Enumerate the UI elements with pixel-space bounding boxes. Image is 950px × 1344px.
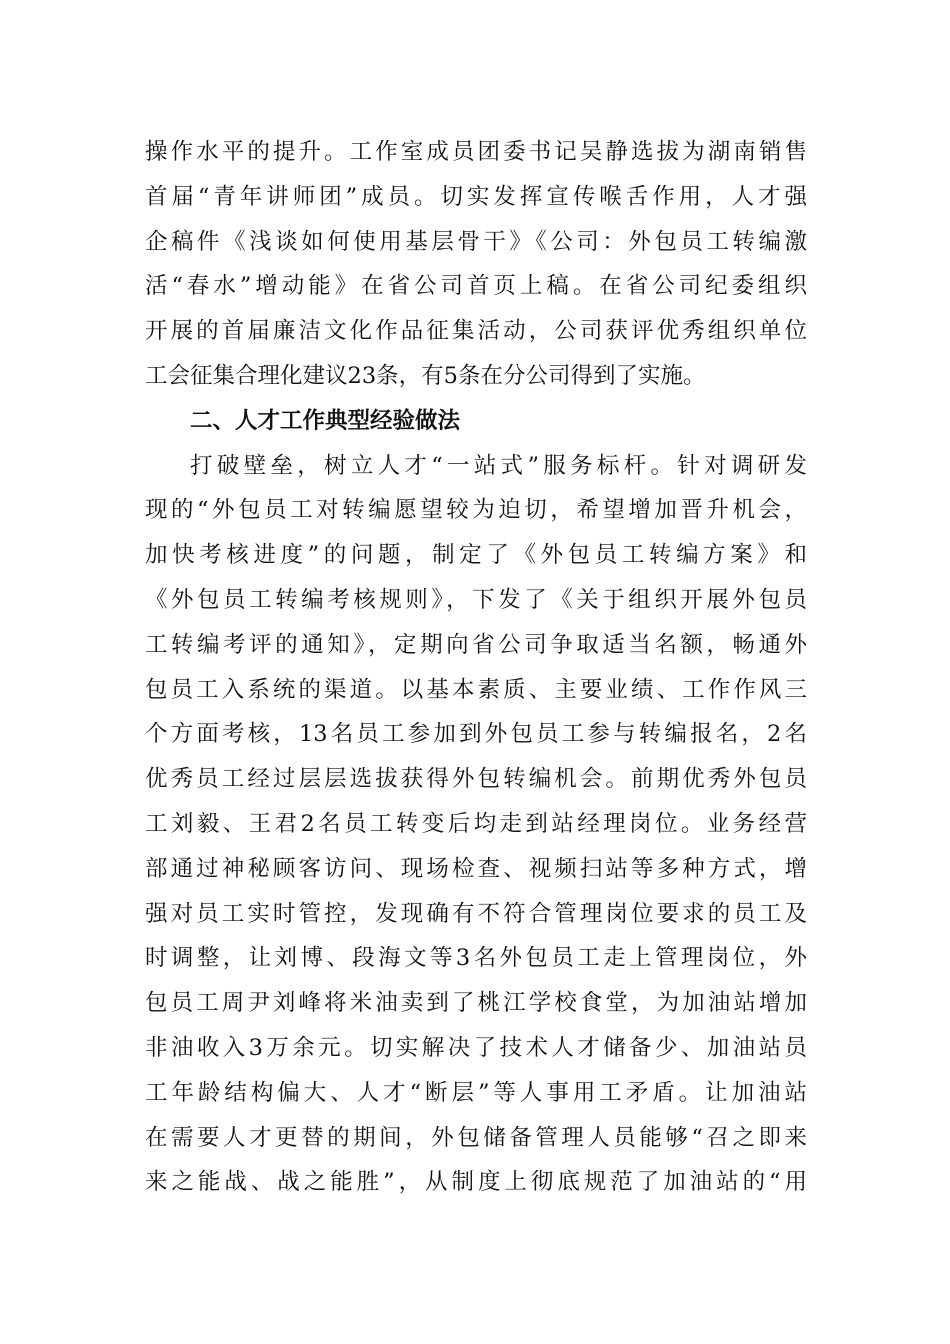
text-line: 时调整，让刘博、段海文等3名外包员工走上管理岗位，外 [145,945,807,972]
text-line: 加快考核进度”的问题，制定了《外包员工转编方案》和 [145,542,807,569]
paragraph-2 [145,444,807,1206]
text-line: 首届“青年讲师团”成员。切实发挥宣传喉舌作用，人才强 [145,183,807,210]
text-line: 打破壁垒，树立人才“一站式”服务标杆。针对调研发 [190,452,807,479]
text-line: 非油收入3万余元。切实解决了技术人才储备少、加油站员 [145,1034,807,1061]
text-line: 部通过神秘顾客访问、现场检查、视频扫站等多种方式，增 [145,855,807,882]
text-line: 在需要人才更替的期间，外包储备管理人员能够“召之即来 [145,1124,807,1151]
paragraph-1 [145,130,807,399]
text-line: 工刘毅、王君2名员工转变后均走到站经理岗位。业务经营 [145,810,807,837]
text-line: 开展的首届廉洁文化作品征集活动，公司获评优秀组织单位 [145,318,807,345]
text-line: 活“春水”增动能》在省公司首页上稿。在省公司纪委组织 [145,273,807,300]
text-line: 操作水平的提升。工作室成员团委书记吴静选拔为湖南销售 [145,139,807,165]
text-line: 工会征集合理化建议23条，有5条在分公司得到了实施。 [145,362,706,389]
text-line: 包员工入系统的渠道。以基本素质、主要业绩、工作作风三 [145,676,807,703]
text-line: 现的“外包员工对转编愿望较为迫切，希望增加晋升机会， [145,497,807,524]
text-line: 包员工周尹刘峰将米油卖到了桃江学校食堂，为加油站增加 [145,990,807,1017]
document-page [145,130,807,1205]
section-heading: 二、人才工作典型经验做法 [190,407,461,434]
text-line: 工年龄结构偏大、人才“断层”等人事用工矛盾。让加油站 [145,1079,807,1106]
text-line: 《外包员工转编考核规则》，下发了《关于组织开展外包员 [145,586,807,613]
text-line: 企稿件《浅谈如何使用基层骨干》《公司：外包员工转编激 [145,228,807,255]
text-line: 工转编考评的通知》，定期向省公司争取适当名额，畅通外 [145,631,807,658]
text-line: 来之能战、战之能胜”，从制度上彻底规范了加油站的“用 [145,1169,807,1196]
text-line: 优秀员工经过层层选拔获得外包转编机会。前期优秀外包员 [145,766,807,793]
text-line: 个方面考核，13名员工参加到外包员工参与转编报名，2名 [145,721,807,748]
text-line: 强对员工实时管控，发现确有不符合管理岗位要求的员工及 [145,900,807,927]
